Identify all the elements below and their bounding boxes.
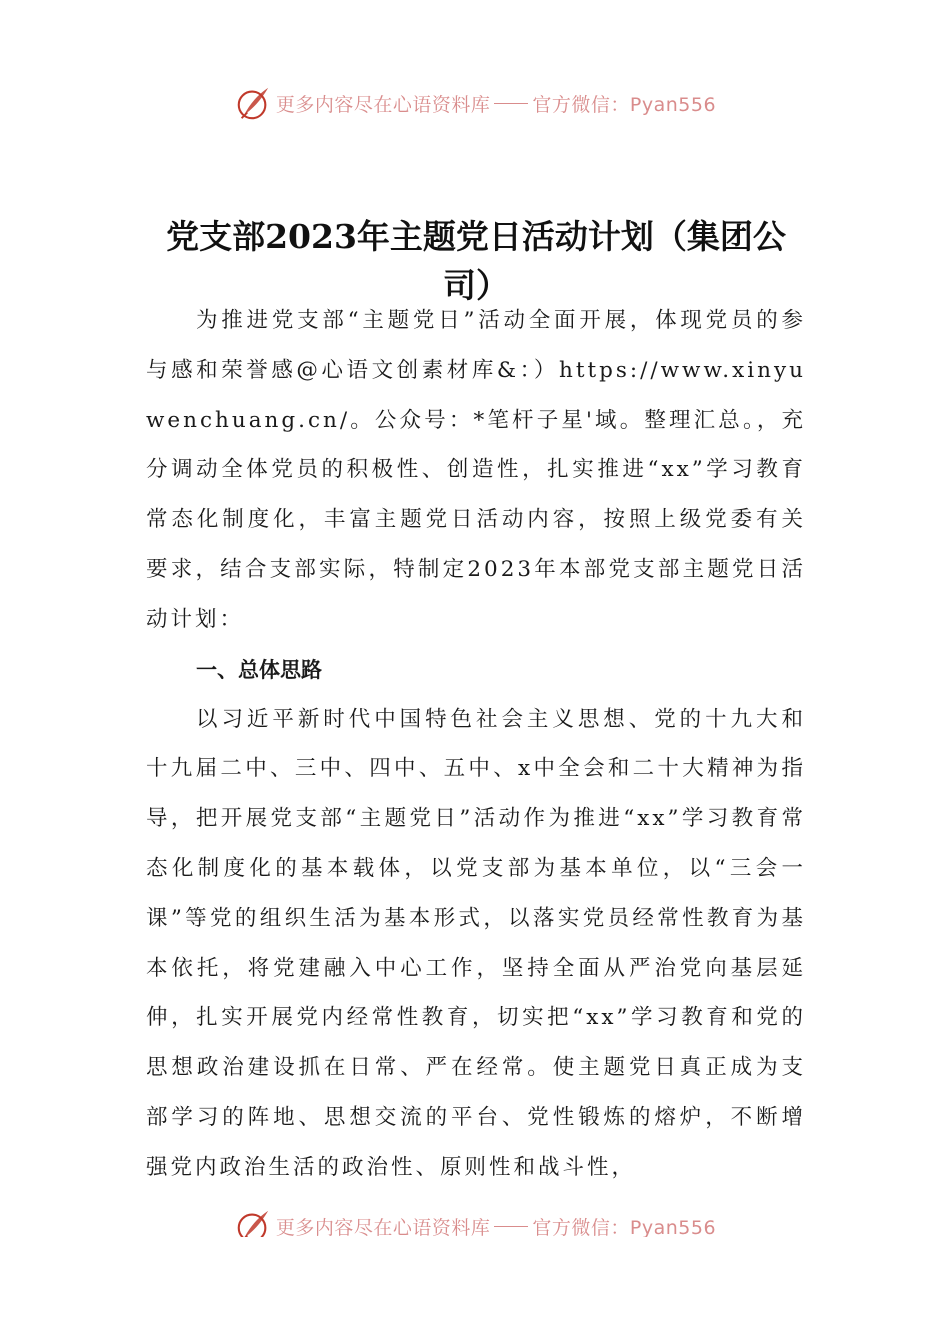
- intro-paragraph: 为推进党支部“主题党日”活动全面开展，体现党员的参与感和荣誉感@心语文创素材库&：）https://www.xinyuwenchuang.cn/。公众号：*笔杆子星'域。整理汇总。，充分调动全体党员的积极性、创造性，扎实推进“xx”学习教育常态化制度化，丰富主题党日活动内容，按照上级党委有关要求，结合支部实际，特制定2023年本部党支部主题党日活动计划：: [146, 308, 806, 632]
- watermark-site-text: 更多内容尽在心语资料库: [275, 93, 491, 116]
- document-title: 党支部2023年主题党日活动计划（集团公司）: [166, 217, 786, 306]
- watermark-divider: [494, 1226, 528, 1227]
- document-body: [146, 296, 806, 1193]
- watermark-site-text: 更多内容尽在心语资料库: [275, 1216, 491, 1237]
- watermark-wechat-text: 官方微信：Pyan556: [532, 1216, 717, 1237]
- section-heading-overall-approach: 一、总体思路: [196, 657, 322, 682]
- section-paragraph-overall-approach: 以习近平新时代中国特色社会主义思想、党的十九大和十九届二中、三中、四中、五中、x中全会和二十大精神为指导，把开展党支部“主题党日”活动作为推进“xx”学习教育常态化制度化的基本载体，以党支部为基本单位，以“三会一课”等党的组织生活为基本形式，以落实党员经常性教育为基本依托，将党建融入中心工作，坚持全面从严治党向基层延伸，扎实开展党内经常性教育，切实把“xx”学习教育和党的思想政治建设抓在日常、严在经常。使主题党日真正成为支部学习的阵地、思想交流的平台、党性锻炼的熔炉，不断增强党内政治生活的政治性、原则性和战斗性，: [146, 706, 806, 1180]
- watermark-wechat-text: 官方微信：Pyan556: [532, 93, 717, 116]
- watermark-divider: [494, 103, 528, 104]
- header-watermark: [0, 83, 950, 123]
- quill-pen-logo-icon: [234, 84, 272, 122]
- watermark-content: [234, 84, 716, 122]
- footer-watermark: [0, 1203, 950, 1237]
- watermark-content: [234, 1207, 716, 1237]
- quill-pen-logo-icon: [234, 1207, 272, 1237]
